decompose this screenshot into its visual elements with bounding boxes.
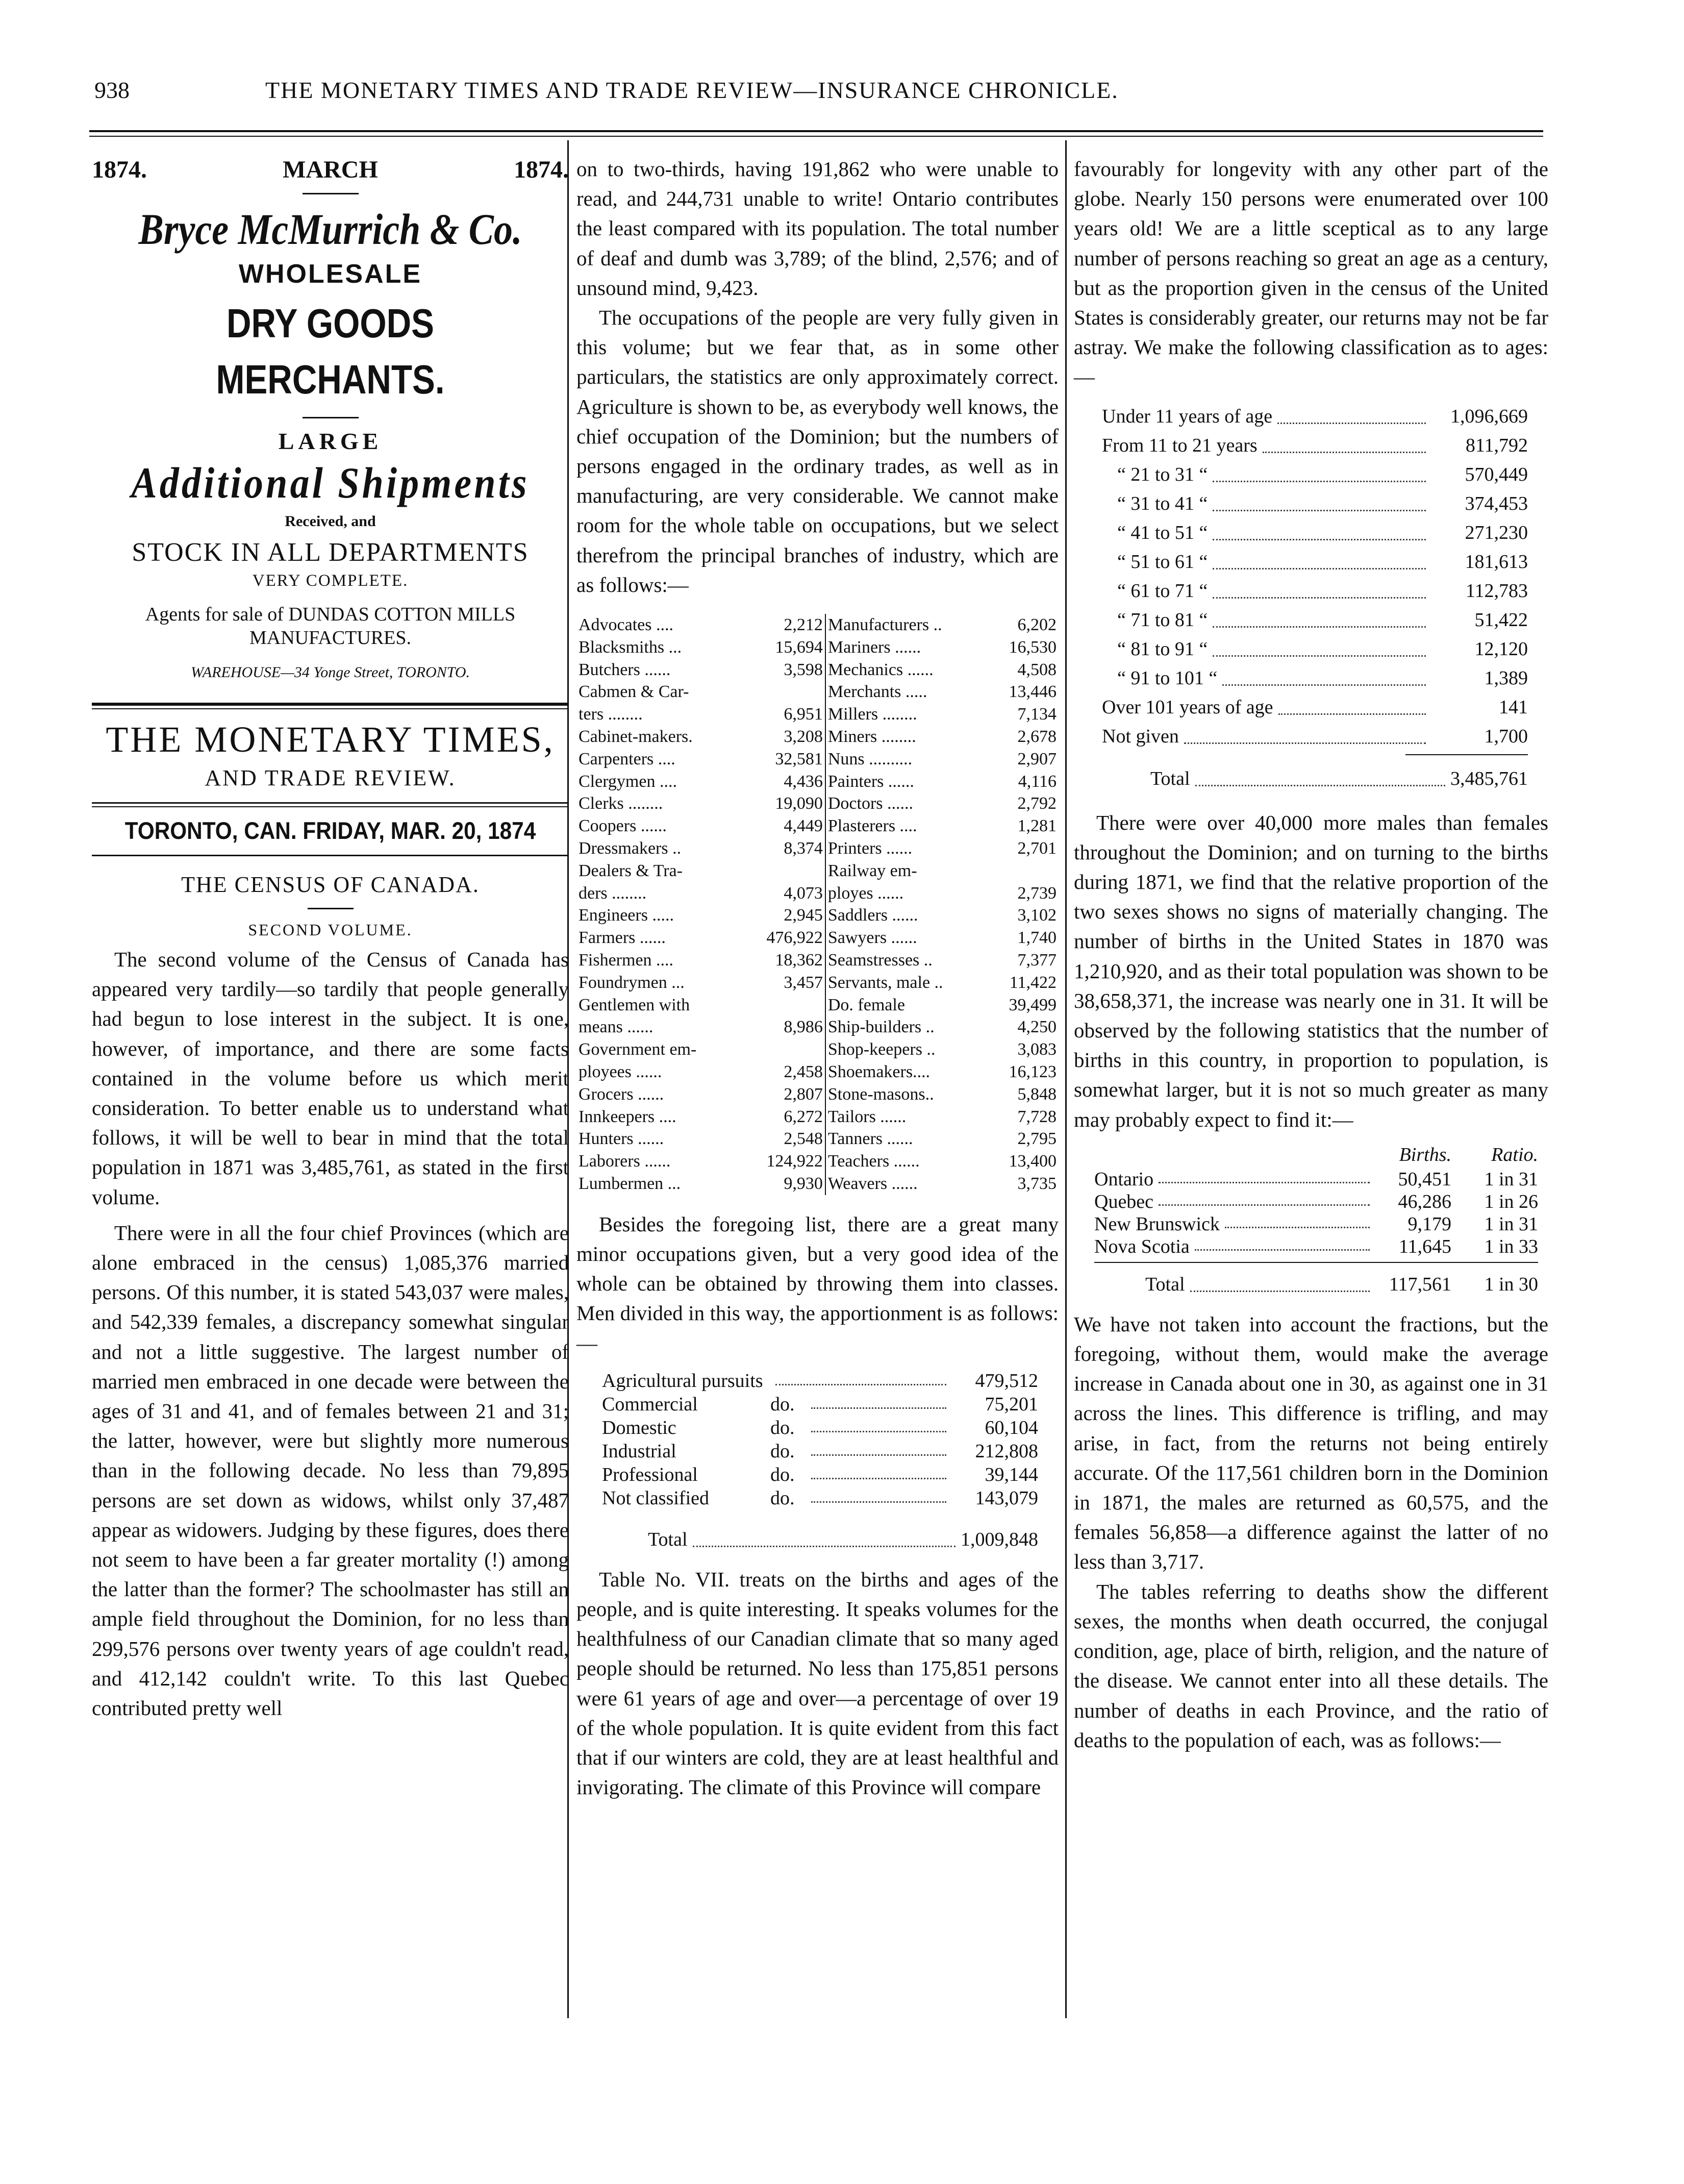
occupation-count: 2,807 [742, 1083, 825, 1106]
ratio-header: Ratio. [1491, 1144, 1538, 1165]
occupation-count: 18,362 [742, 949, 825, 972]
births-total-ratio: 1 in 30 [1484, 1273, 1538, 1295]
occupation-count: 2,212 [742, 614, 825, 636]
occupation-name: Gentlemen with [579, 995, 690, 1014]
table-row [576, 1150, 1059, 1173]
occupation-name: Coopers ...... [579, 816, 667, 836]
list-item [1102, 606, 1528, 635]
occupation-count: 124,922 [742, 1150, 825, 1173]
occupation-count: 11,422 [1009, 973, 1057, 992]
table-row [1094, 1235, 1538, 1258]
table-row [1094, 1213, 1538, 1235]
occupation-count: 7,728 [1017, 1107, 1057, 1126]
age-label: “ 81 to 91 “ [1117, 638, 1208, 660]
occupation-name: Do. female [827, 995, 905, 1014]
occupation-name: Farmers ...... [579, 928, 666, 948]
advert-month: MARCH [283, 156, 378, 183]
occupation-count: 476,922 [742, 927, 825, 949]
table-row [576, 703, 1059, 726]
header-rule-2 [89, 136, 1543, 137]
occupation-name: Stone-masons.. [827, 1084, 934, 1104]
occupation-count: 2,792 [1017, 794, 1057, 813]
occupation-count: 2,739 [1017, 883, 1057, 903]
column-1 [92, 153, 569, 1723]
table-row [576, 659, 1059, 681]
age-value: 1,700 [1484, 725, 1528, 747]
table-row [576, 949, 1059, 972]
occupation-count: 8,986 [742, 1016, 825, 1038]
table-row [576, 614, 1059, 636]
table-row [576, 860, 1059, 882]
occupation-count: 2,678 [1017, 727, 1057, 747]
class-do: do. [770, 1440, 795, 1462]
age-label: “ 71 to 81 “ [1117, 609, 1208, 631]
occupation-count: 2,458 [742, 1061, 825, 1083]
occupation-name: Ship-builders .. [827, 1017, 935, 1037]
occupation-name: ployees ...... [579, 1062, 662, 1081]
article-paragraph: There were in all the four chief Provinces (which are alone embraced in the census) 1,085,376 married persons. Of this number, it is stated 543,037 were males, and 542,339 females, a discrepancy somewhat singular and not a little suggestive. The largest number of married men embraced in one decade were between the ages of 31 and 41, and of females between 21 and 31; the latter, however, were but slightly more numerous than in the following decade. No less than 79,895 persons are set down as widows, whilst only 37,487 appear as widowers. Judging by these figures, does there not seem to have been a far greater mortality (!) among the latter than the former? The schoolmaster has still an ample field throughout the Dominion, for no less than 299,576 persons over twenty years of age couldn't read, and 412,142 couldn't write. To this last Quebec contributed pretty well [92, 1221, 569, 1720]
occupation-count: 3,598 [742, 659, 825, 681]
article-paragraph: on to two-thirds, having 191,862 who were unable to read, and 244,731 unable to write! Ontario contributes the least compared with its population. The total number of deaf and dumb was 3,789; of the blind, 2,576; and of unsound mind, 9,423. [576, 157, 1059, 300]
table-row [576, 636, 1059, 659]
occupation-name: Foundrymen ... [579, 973, 685, 992]
occupation-name: Innkeepers .... [579, 1107, 676, 1126]
table-row [576, 1038, 1059, 1061]
occupation-count: 15,694 [742, 636, 825, 659]
occupation-count: 3,735 [1017, 1174, 1057, 1193]
list-item [1102, 693, 1528, 722]
article-paragraph: The second volume of the Census of Canada has appeared very tardily—so tardily that people generally had begun to lose interest in the subject. It is one, however, of importance, and there are some facts contained in the volume before us which merit consideration. To better enable us to understand what follows, it will be well to bear in mind that the total population in 1871 was 3,485,761, as stated in the first volume. [92, 948, 569, 1209]
occupation-count [742, 994, 825, 1016]
occupation-count: 3,208 [742, 726, 825, 748]
article-subtitle: SECOND VOLUME. [248, 921, 413, 939]
occupation-count: 4,116 [1018, 772, 1057, 791]
occupation-count: 4,449 [742, 815, 825, 837]
list-item [1102, 518, 1528, 548]
list-item [1102, 489, 1528, 518]
occupation-count: 4,250 [1017, 1017, 1057, 1037]
classes-total-row [648, 1525, 1038, 1554]
occupation-name: ployes ...... [827, 883, 904, 903]
occupation-count: 4,073 [742, 882, 825, 905]
class-do: do. [770, 1417, 795, 1438]
occupation-name: Plasterers .... [827, 816, 917, 836]
ages-total-label: Total [1150, 767, 1190, 789]
occupation-count: 16,123 [1009, 1062, 1057, 1081]
table-row [576, 792, 1059, 815]
occupation-name: Mechanics ...... [827, 660, 934, 679]
article-paragraph: The occupations of the people are very fully given in this volume; but we fear that, as in some other particulars, the statistics are only approximately correct. Agriculture is shown to be, as everybody well knows, the chief occupation of the Dominion; but the numbers of persons engaged in the ordinary trades, as well as in manufacturing, are very considerable. We cannot make room for the whole table on occupations, but we select therefrom the principal branches of industry, which are as follows:— [576, 306, 1059, 597]
occupation-name: Engineers ..... [579, 906, 674, 925]
occupation-name: Advocates .... [579, 615, 674, 635]
occupation-name: Printers ...... [827, 839, 913, 858]
occupation-count: 5,848 [1017, 1084, 1057, 1104]
classes-total-label: Total [648, 1528, 688, 1550]
age-label: From 11 to 21 years [1102, 434, 1258, 456]
table-row [576, 882, 1059, 905]
masthead-rule-mid-2 [92, 806, 569, 807]
occupation-name: Laborers ...... [579, 1152, 671, 1171]
occupation-name: Dressmakers .. [579, 839, 682, 858]
advert-divider [92, 193, 569, 194]
article-title: THE CENSUS OF CANADA. [181, 872, 480, 897]
births-value: 11,645 [1398, 1235, 1451, 1257]
occupation-name: Government em- [579, 1040, 697, 1059]
age-value: 811,792 [1465, 434, 1528, 456]
occupation-count [988, 860, 1059, 882]
age-value: 181,613 [1465, 551, 1528, 573]
occupation-name: Millers ........ [827, 705, 917, 724]
occupation-count: 13,446 [1009, 682, 1057, 702]
article-paragraph: We have not taken into account the fractions, but the foregoing, without them, would make the average increase in Canada about one in 30, as against one in 31 across the lines. This difference is trifling, and may arise, in fact, from the returns not being entirely accurate. Of the 117,561 children born in the Dominion in 1871, the males are returned as 60,575, and the females 56,858—a difference against the latter of no less than 3,717. [1074, 1312, 1548, 1574]
occupation-name: Lumbermen ... [579, 1174, 681, 1193]
occupation-name: Butchers ...... [579, 660, 671, 679]
births-total-value: 117,561 [1389, 1273, 1451, 1295]
occupation-name: Seamstresses .. [827, 951, 933, 970]
running-title: THE MONETARY TIMES AND TRADE REVIEW—INSURANCE CHRONICLE. [265, 77, 1119, 103]
province-name: Quebec [1094, 1190, 1154, 1212]
occupation-name: Cabmen & Car- [579, 682, 689, 702]
list-item [602, 1393, 1038, 1416]
list-item [602, 1416, 1038, 1440]
ages-total-divider [1405, 754, 1528, 755]
occupation-name: ters ........ [579, 705, 643, 724]
classes-total-value: 1,009,848 [961, 1528, 1038, 1550]
births-ratio: 1 in 31 [1484, 1168, 1538, 1190]
article-paragraph: The tables referring to deaths show the different sexes, the months when death occurred, the conjugal condition, age, place of birth, religion, and the nature of the disease. We cannot enter into all these details. The number of deaths in each Province, and the ratio of deaths to the population of each, was as follows:— [1074, 1579, 1548, 1752]
advert-year-right: 1874. [513, 156, 569, 183]
occupation-count: 2,945 [742, 904, 825, 927]
class-label: Not classified [602, 1487, 710, 1509]
list-item [602, 1369, 1038, 1393]
occupation-count: 39,499 [1009, 995, 1057, 1014]
class-label: Agricultural pursuits [602, 1370, 763, 1392]
occupation-count: 19,090 [742, 792, 825, 815]
list-item [1102, 460, 1528, 489]
occupation-count: 4,508 [1017, 660, 1057, 679]
table-row [576, 1083, 1059, 1106]
table-row [576, 815, 1059, 837]
masthead-title: THE MONETARY TIMES, [106, 719, 555, 760]
occupation-name: Railway em- [827, 861, 917, 880]
occupation-count: 3,102 [1017, 906, 1057, 925]
class-value: 143,079 [975, 1487, 1038, 1509]
occupation-count: 6,202 [1017, 615, 1057, 635]
article-paragraph: favourably for longevity with any other part of the globe. Nearly 150 persons were enumerated over 100 years old! We are a little sceptical as to any large number of persons reaching so great an age as a century, but as the proportion given in the census of the United States is considerably greater, our returns may not be far astray. We make the following classification as to ages:— [1074, 157, 1548, 389]
occupation-name: Clerks ........ [579, 794, 663, 813]
births-value: 50,451 [1398, 1168, 1451, 1190]
advert-agents: Agents for sale of DUNDAS COTTON MILLS MANUFACTURES. [145, 604, 516, 649]
occupation-count: 2,907 [1017, 749, 1057, 768]
age-label: Over 101 years of age [1102, 696, 1273, 718]
column-divider-2 [1065, 140, 1067, 2018]
table-row [576, 726, 1059, 748]
advert-wholesale: WHOLESALE [238, 259, 422, 289]
column-2 [576, 153, 1059, 1802]
births-total-row [1145, 1270, 1538, 1299]
occupation-name: Servants, male .. [827, 973, 943, 992]
occupations-table [576, 614, 1059, 1195]
list-item [1102, 664, 1528, 693]
class-do: do. [770, 1487, 795, 1509]
advert-warehouse: WAREHOUSE—34 Yonge Street, TORONTO. [190, 664, 470, 681]
table-row [576, 1061, 1059, 1083]
table-row [576, 972, 1059, 994]
occupation-name: Hunters ...... [579, 1129, 664, 1149]
occupation-name: Miners ........ [827, 727, 916, 747]
occupation-count: 32,581 [742, 748, 825, 771]
age-value: 271,230 [1465, 522, 1528, 543]
occupation-count: 8,374 [742, 837, 825, 860]
masthead-dateline: TORONTO, CAN. FRIDAY, MAR. 20, 1874 [124, 817, 536, 844]
age-value: 12,120 [1474, 638, 1528, 660]
list-item [602, 1463, 1038, 1486]
classes-table [602, 1369, 1038, 1510]
list-item [1102, 402, 1528, 431]
age-value: 570,449 [1465, 463, 1528, 485]
class-label: Domestic [602, 1417, 676, 1438]
table-row [576, 1016, 1059, 1038]
occupation-count: 1,281 [1017, 816, 1057, 836]
page-number: 938 [94, 77, 130, 103]
occupation-count: 2,701 [1017, 839, 1057, 858]
table-row [576, 1106, 1059, 1128]
province-name: Ontario [1094, 1168, 1154, 1190]
occupation-count [742, 1038, 825, 1061]
occupation-name: Doctors ...... [827, 794, 914, 813]
occupation-count: 6,272 [742, 1106, 825, 1128]
occupation-name: means ...... [579, 1017, 654, 1037]
occupation-count [742, 681, 825, 703]
occupation-name: Manufacturers .. [827, 615, 942, 635]
article-paragraph: There were over 40,000 more males than females throughout the Dominion; and on turning to the births during 1871, we find that the relative proportion of the two sexes shows no signs of materially changing. The number of births in the United States in 1870 was 1,210,920, and as their total population was shown to be 38,658,371, the increase was nearly one in 31. It will be observed by the following statistics that the number of births in this country, in proportion to population, is somewhat larger, but it is not so much greater as many may probably expect to find it:— [1074, 810, 1548, 1131]
births-value: 46,286 [1398, 1190, 1451, 1212]
births-total-label: Total [1145, 1273, 1185, 1295]
column-3 [1074, 153, 1548, 1755]
occupation-name: Saddlers ...... [827, 906, 918, 925]
occupation-name: Teachers ...... [827, 1152, 920, 1171]
occupation-name: Weavers ...... [827, 1174, 918, 1193]
births-value: 9,179 [1407, 1213, 1451, 1235]
article-paragraph: Besides the foregoing list, there are a great many minor occupations given, but a very good idea of the whole can be obtained by throwing them into classes. Men divided in this way, the apportionment is as follows:— [576, 1212, 1059, 1355]
births-ratio: 1 in 31 [1484, 1213, 1538, 1235]
age-value: 1,096,669 [1450, 405, 1528, 427]
list-item [1102, 722, 1528, 751]
article-paragraph: Table No. VII. treats on the births and ages of the people, and is quite interesting. It speaks volumes for the healthfulness of our Canadian climate that so many aged people should be returned. No less than 175,851 persons were 61 years of age and over—a percentage of over 19 of the whole population. It is quite evident from this fact that if our winters are cold, they are at least healthful and invigorating. The climate of this Province will compare [576, 1567, 1059, 1799]
occupation-count: 6,951 [742, 703, 825, 726]
advert-stock: STOCK IN ALL DEPARTMENTS [132, 538, 529, 567]
occupation-name: Blacksmiths ... [579, 637, 682, 657]
occupation-name: Clergymen .... [579, 772, 677, 791]
table-row [576, 904, 1059, 927]
class-value: 60,104 [985, 1417, 1038, 1438]
occupation-count: 7,134 [1017, 705, 1057, 724]
births-header: Births. [1399, 1144, 1451, 1165]
masthead-rule-mid [92, 802, 569, 804]
advert [92, 156, 569, 681]
masthead-subtitle: AND TRADE REVIEW. [205, 765, 456, 790]
occupation-name: ders ........ [579, 883, 647, 903]
age-label: “ 61 to 71 “ [1117, 580, 1208, 602]
occupation-name: Shoemakers.... [827, 1062, 931, 1081]
header-rule [89, 130, 1543, 132]
occupation-name: Painters ...... [827, 772, 914, 791]
age-label: “ 31 to 41 “ [1117, 492, 1208, 514]
list-item [1102, 635, 1528, 664]
class-label: Commercial [602, 1393, 698, 1415]
age-value: 1,389 [1484, 667, 1528, 689]
occupation-name: Merchants ..... [827, 682, 927, 702]
occupation-count [742, 860, 825, 882]
occupation-count: 7,377 [1017, 951, 1057, 970]
births-ratio: 1 in 33 [1484, 1235, 1538, 1257]
occupation-count: 1,740 [1017, 928, 1057, 948]
advert-firm: Bryce McMurrich & Co. [138, 205, 522, 254]
table-row [576, 771, 1059, 793]
class-value: 39,144 [985, 1463, 1038, 1485]
class-label: Industrial [602, 1440, 676, 1462]
advert-divider-2 [92, 417, 569, 418]
age-value: 112,783 [1465, 580, 1528, 602]
occupation-count: 9,930 [742, 1173, 825, 1195]
occupation-count: 3,083 [1017, 1040, 1057, 1059]
age-value: 141 [1499, 696, 1528, 718]
advert-very-complete: VERY COMPLETE. [252, 572, 409, 590]
age-label: “ 91 to 101 “ [1117, 667, 1218, 689]
advert-dry-goods: DRY GOODS MERCHANTS. [216, 301, 445, 402]
province-name: New Brunswick [1094, 1213, 1220, 1235]
masthead-rule-top-2 [92, 708, 569, 709]
age-value: 374,453 [1465, 492, 1528, 514]
age-label: Under 11 years of age [1102, 405, 1273, 427]
occupation-name: Carpenters .... [579, 749, 675, 768]
advert-additional: Additional Shipments [131, 458, 530, 507]
occupation-name: Fishermen .... [579, 951, 674, 970]
occupation-name: Grocers ...... [579, 1084, 664, 1104]
class-value: 479,512 [975, 1370, 1038, 1392]
occupation-name: Mariners ...... [827, 637, 921, 657]
class-value: 75,201 [985, 1393, 1038, 1415]
ages-total-value: 3,485,761 [1450, 767, 1528, 789]
article-title-divider [92, 908, 569, 909]
occupation-name: Sawyers ...... [827, 928, 917, 948]
class-do: do. [770, 1393, 795, 1415]
occupation-name: Shop-keepers .. [827, 1040, 936, 1059]
births-ratio: 1 in 26 [1484, 1190, 1538, 1212]
list-item [1102, 577, 1528, 606]
births-total-divider [1094, 1262, 1538, 1263]
occupation-name: Nuns .......... [827, 749, 913, 768]
age-label: “ 51 to 61 “ [1117, 551, 1208, 573]
advert-year-left: 1874. [92, 156, 147, 183]
list-item [1102, 431, 1528, 460]
table-row [576, 681, 1059, 703]
class-value: 212,808 [975, 1440, 1038, 1462]
occupation-count: 16,530 [1009, 637, 1057, 657]
class-label: Professional [602, 1463, 698, 1485]
occupation-count: 2,548 [742, 1128, 825, 1150]
table-row [576, 994, 1059, 1016]
ages-table [1102, 402, 1528, 751]
occupation-count: 13,400 [1009, 1152, 1057, 1171]
age-label: “ 21 to 31 “ [1117, 463, 1208, 485]
occupation-name: Tailors ...... [827, 1107, 907, 1126]
advert-large: LARGE [278, 428, 383, 454]
list-item [1102, 548, 1528, 577]
table-row [1094, 1168, 1538, 1190]
table-row [576, 1173, 1059, 1195]
age-label: “ 41 to 51 “ [1117, 522, 1208, 543]
advert-received: Received, and [285, 513, 376, 530]
table-row [1094, 1190, 1538, 1213]
occupation-count: 2,795 [1017, 1129, 1057, 1149]
occupation-name: Cabinet-makers. [579, 727, 693, 747]
province-name: Nova Scotia [1094, 1235, 1190, 1257]
masthead-rule-bottom [92, 855, 569, 856]
table-row [576, 1128, 1059, 1150]
occupation-name: Dealers & Tra- [579, 861, 683, 880]
table-row [576, 837, 1059, 860]
occupation-count: 4,436 [742, 771, 825, 793]
list-item [602, 1486, 1038, 1510]
table-row [576, 927, 1059, 949]
ages-total-row [1150, 764, 1528, 793]
births-table [1094, 1141, 1538, 1299]
list-item [602, 1440, 1038, 1463]
occupation-count: 3,457 [742, 972, 825, 994]
masthead-rule-top [92, 703, 569, 706]
class-do: do. [770, 1463, 795, 1485]
age-value: 51,422 [1474, 609, 1528, 631]
age-label: Not given [1102, 725, 1179, 747]
occupation-name: Tanners ...... [827, 1129, 913, 1149]
table-row [576, 748, 1059, 771]
